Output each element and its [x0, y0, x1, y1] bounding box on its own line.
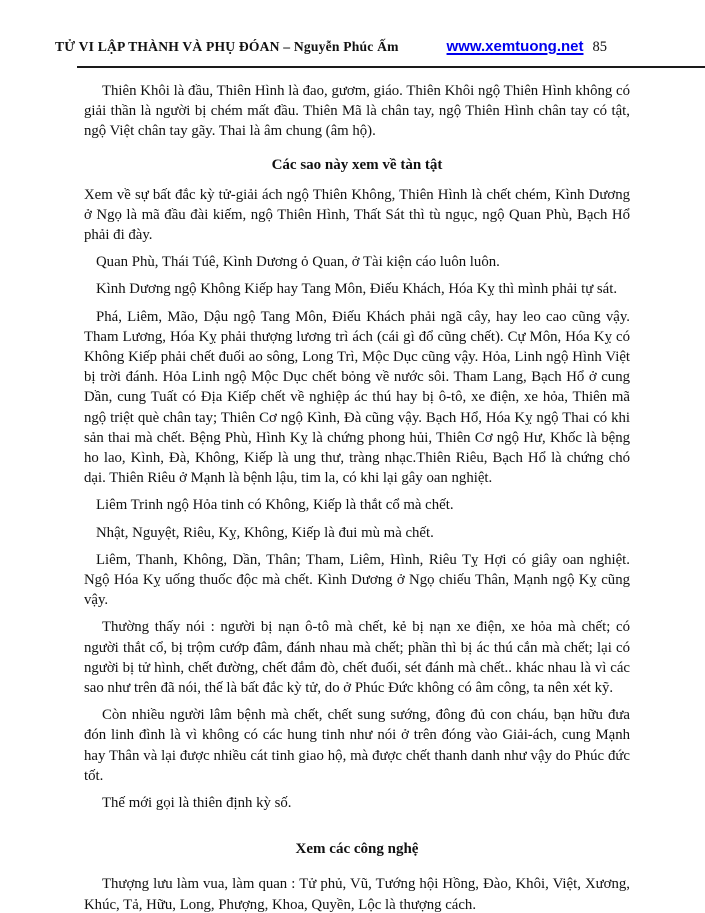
paragraph: Nhật, Nguyệt, Riêu, Kỵ, Không, Kiếp là đui mù mà chết. [96, 524, 434, 541]
paragraph: Thượng lưu làm vua, làm quan : Tử phủ, Vũ, Tướng hội Hồng, Đào, Khôi, Việt, Xương, Khúc, Tả, Hữu, Long, Phượng, Khoa, Quyền, Lộc là thượng cách. [84, 876, 630, 913]
document-body [84, 81, 630, 913]
header-divider-rule [77, 66, 705, 68]
page-number: 85 [592, 39, 607, 55]
paragraph: Phá, Liêm, Mão, Dậu ngộ Tang Môn, Điếu Khách phải ngã cây, hay leo cao cũng vậy. Tham Lương, Hóa Kỵ phải thượng lương trì ách (cái gì đổ cũng chết). Cự Môn, Hóa Kỵ có Không Kiếp phải chết đuối ao sông, Long Trì, Mộc Dục cũng vậy. Hỏa, Linh ngộ Hình Việt bị trời đánh. Hỏa Linh ngộ Mộc Dục chết bỏng về nước sôi. Tham Lang, Bạch Hổ ở cung Dần, cung Tuất có Địa Kiếp chết về nghiệp ác thú hay bị ô-tô, xe điện, xe hỏa, Thiên mã ngộ triệt què chân tay; Thiên Cơ ngộ Kình, Đà cũng vậy. Bạch Hổ, Hóa Kỵ ngộ Thai có khi sản thai mà chết. Bệng Phù, Hình Kỵ là chứng phong hủi, Thiên Cơ ngộ Hư, Khốc là bệng ho lao, Kình, Đà, Không, Kiếp là ung thư, tràng nhạc.Thiên Riêu, Bạch Hổ là chứng chó dại. Thiên Riêu ở Mạnh là bệnh lậu, tim la, có khi lại gây oan nghiệt. [84, 308, 630, 487]
paragraph: Thường thấy nói : người bị nạn ô-tô mà chết, kẻ bị nạn xe điện, xe hỏa mà chết; có người thắt cổ, bị trộm cướp đâm, đánh nhau mà chết; phần thì bị ác thú cắn mà chết; lại có người bị tử hình, chết đường, chết đắm đò, chết đuối, sét đánh mà chết.. khác nhau là vì các sao như trên đã nói, thế là bất đắc kỳ tử, do ở Phúc Đức không có âm công, ta nên xét kỹ. [84, 619, 630, 697]
paragraph: Quan Phù, Thái Túê, Kình Dương ỏ Quan, ở Tài kiện cáo luôn luôn. [96, 254, 500, 271]
paragraph: Kình Dương ngộ Không Kiếp hay Tang Môn, Điếu Khách, Hóa Kỵ thì mình phải tự sát. [96, 281, 618, 298]
paragraph: Liêm Trinh ngộ Hỏa tinh có Không, Kiếp là thắt cổ mà chết. [96, 497, 454, 514]
website-link[interactable]: www.xemtuong.net [446, 38, 584, 55]
paragraph: Thế mới gọi là thiên định kỳ số. [102, 795, 292, 812]
document-title: TỬ VI LẬP THÀNH VÀ PHỤ ĐÓAN – Nguyễn Phúc Ấm [55, 39, 399, 54]
section-heading-tan-tat: Các sao này xem về tàn tật [271, 156, 443, 173]
paragraph: Xem về sự bất đắc kỳ tử-giải ách ngộ Thiên Không, Thiên Hình là chết chém, Kình Dương ở Ngọ là mã đầu đài kiếm, ngộ Thiên Hình, Thất Sát thì tù ngục, ngộ Quan Phù, Bạch Hổ phải đi đày. [84, 186, 630, 244]
section-heading-cong-nghe: Xem các công nghệ [295, 841, 419, 858]
page-header [55, 38, 607, 56]
paragraph: Thiên Khôi là đầu, Thiên Hình là đao, gươm, giáo. Thiên Khôi ngộ Thiên Hình không có giải thần là người bị chém mất đầu. Thiên Mã là chân tay, ngộ Thiên Hình chân tay có tật, ngộ Việt chân tay gãy. Thai là âm chung (âm hộ). [84, 83, 630, 140]
paragraph: Còn nhiều người lâm bệnh mà chết, chết sung sướng, đông đủ con cháu, bạn hữu đưa đón linh đình là vì không có các hung tinh như nói ở trên đóng vào Giải-ách, cung Mạnh hay Thân và lại được nhiều cát tinh giao hộ, mà được chết thanh danh như vậy do Phúc đức tốt. [84, 707, 630, 784]
paragraph: Liêm, Thanh, Không, Dần, Thân; Tham, Liêm, Hình, Riêu Tỵ Hợi có giây oan nghiệt. Ngộ Hóa Kỵ uống thuốc độc mà chết. Kình Dương ở Ngọ chiếu Thân, Mạnh ngộ Kỵ cũng vậy. [84, 551, 630, 609]
header-right-group [447, 38, 607, 56]
